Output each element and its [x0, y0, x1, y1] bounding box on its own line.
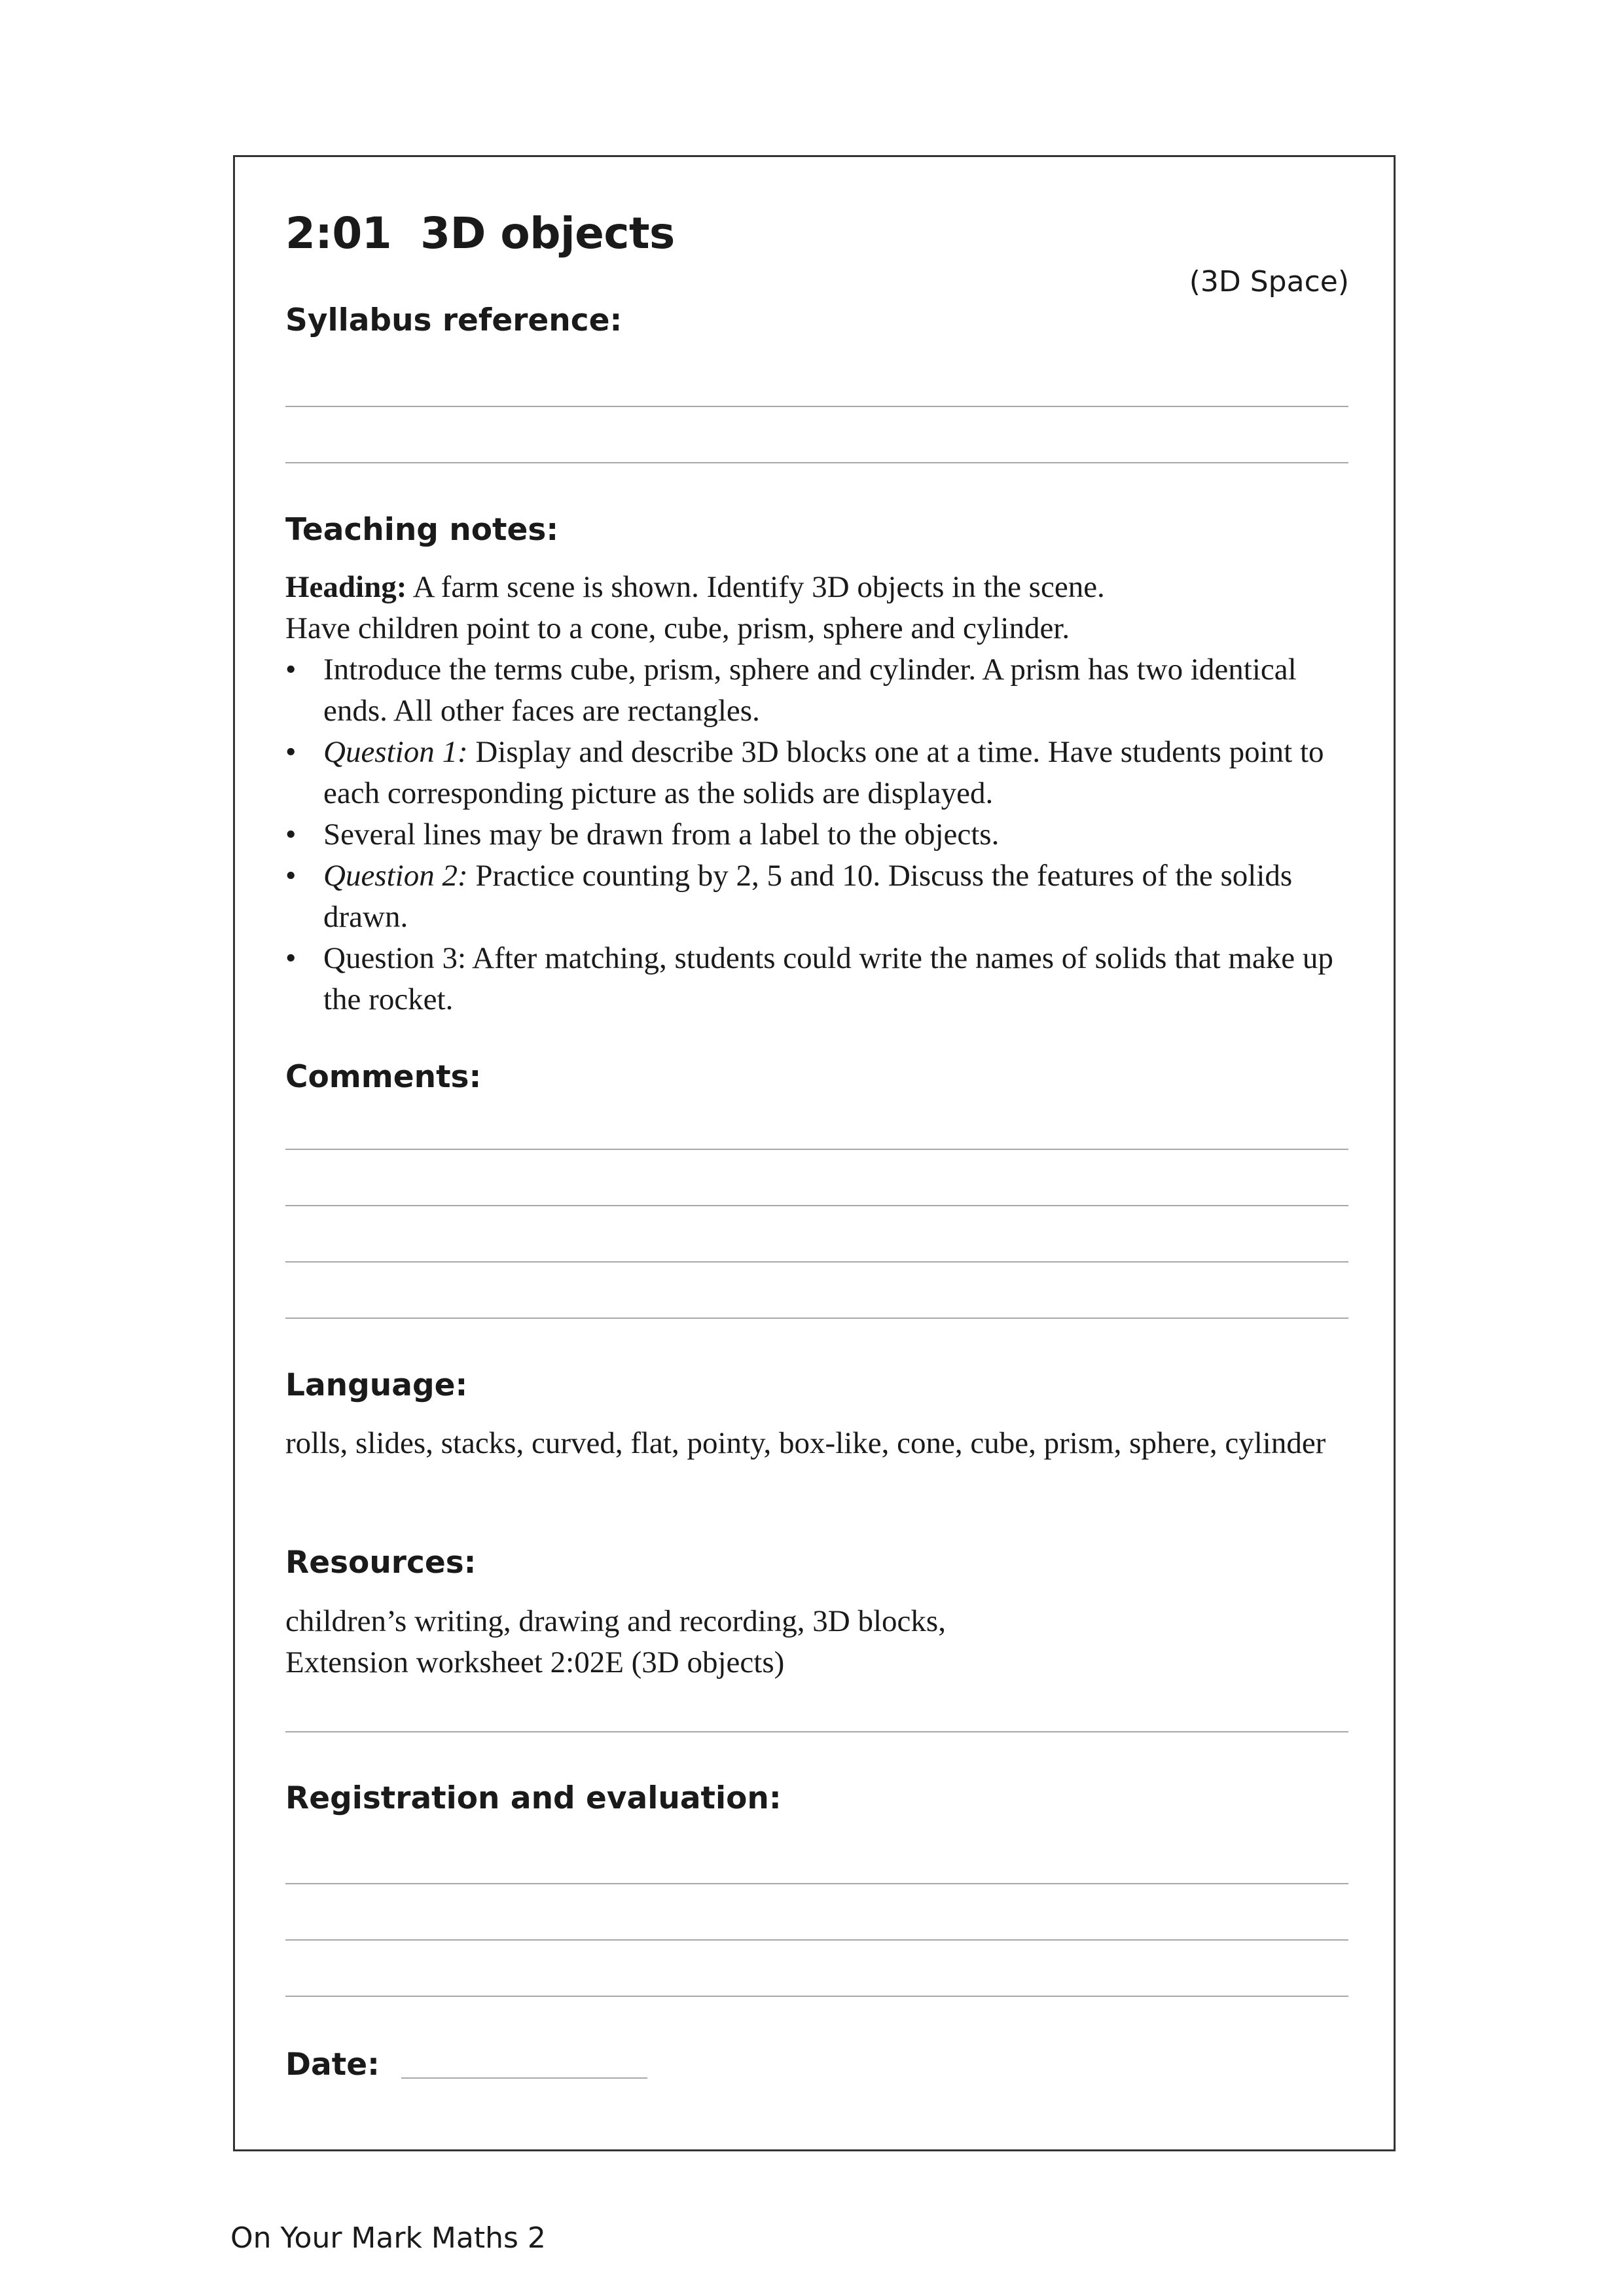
footer-text: On Your Mark Maths 2: [230, 2221, 546, 2255]
comments-line-3[interactable]: [285, 1261, 1348, 1263]
intro-note: Have children point to a cone, cube, prism, sphere and cylinder.: [285, 611, 1070, 645]
heading-note-text: A farm scene is shown. Identify 3D objects in the scene.: [406, 570, 1105, 604]
registration-line-1[interactable]: [285, 1883, 1348, 1884]
list-item: • Question 3: After matching, students could write the names of solids that make up the rocket.: [285, 938, 1348, 1020]
section-number: 2:01: [285, 208, 392, 259]
list-item: • Question 1: Display and describe 3D blocks one at a time. Have students point to each corresponding picture as the solids are displayed.: [285, 732, 1348, 814]
registration-heading: Registration and evaluation:: [285, 1780, 782, 1816]
resources-line[interactable]: [285, 1731, 1348, 1732]
list-item: • Question 2: Practice counting by 2, 5 and 10. Discuss the features of the solids drawn.: [285, 855, 1348, 938]
comments-heading: Comments:: [285, 1059, 482, 1095]
heading-note: [285, 567, 1348, 608]
syllabus-line-1[interactable]: [285, 406, 1348, 407]
strand-label: (3D Space): [1189, 265, 1349, 298]
registration-line-3[interactable]: [285, 1996, 1348, 1997]
resources-text: [285, 1601, 1348, 1683]
worksheet-frame: [233, 155, 1396, 2151]
resources-line-2: Extension worksheet 2:02E (3D objects): [285, 1645, 785, 1679]
registration-line-2[interactable]: [285, 1939, 1348, 1941]
syllabus-line-2[interactable]: [285, 462, 1348, 463]
teaching-notes-heading: Teaching notes:: [285, 512, 559, 548]
heading-note-label: Heading:: [285, 570, 407, 604]
page-title: [285, 208, 675, 259]
date-line[interactable]: [401, 2077, 647, 2079]
resources-heading: Resources:: [285, 1545, 477, 1581]
teaching-notes-list: [285, 649, 1348, 1020]
comments-line-4[interactable]: [285, 1318, 1348, 1319]
resources-line-1: children’s writing, drawing and recording, 3D blocks,: [285, 1604, 946, 1638]
syllabus-reference-heading: Syllabus reference:: [285, 302, 623, 338]
comments-line-2[interactable]: [285, 1205, 1348, 1206]
list-item: • Introduce the terms cube, prism, sphere and cylinder. A prism has two identical ends. All other faces are rectangles.: [285, 649, 1348, 732]
section-title: 3D objects: [420, 208, 675, 259]
date-label: Date:: [285, 2047, 380, 2083]
teaching-notes-body: [285, 567, 1348, 1020]
comments-line-1[interactable]: [285, 1149, 1348, 1150]
language-heading: Language:: [285, 1367, 468, 1403]
language-text: rolls, slides, stacks, curved, flat, pointy, box-like, cone, cube, prism, sphere, cylinder: [285, 1426, 1326, 1460]
list-item: • Several lines may be drawn from a label to the objects.: [285, 814, 1348, 855]
